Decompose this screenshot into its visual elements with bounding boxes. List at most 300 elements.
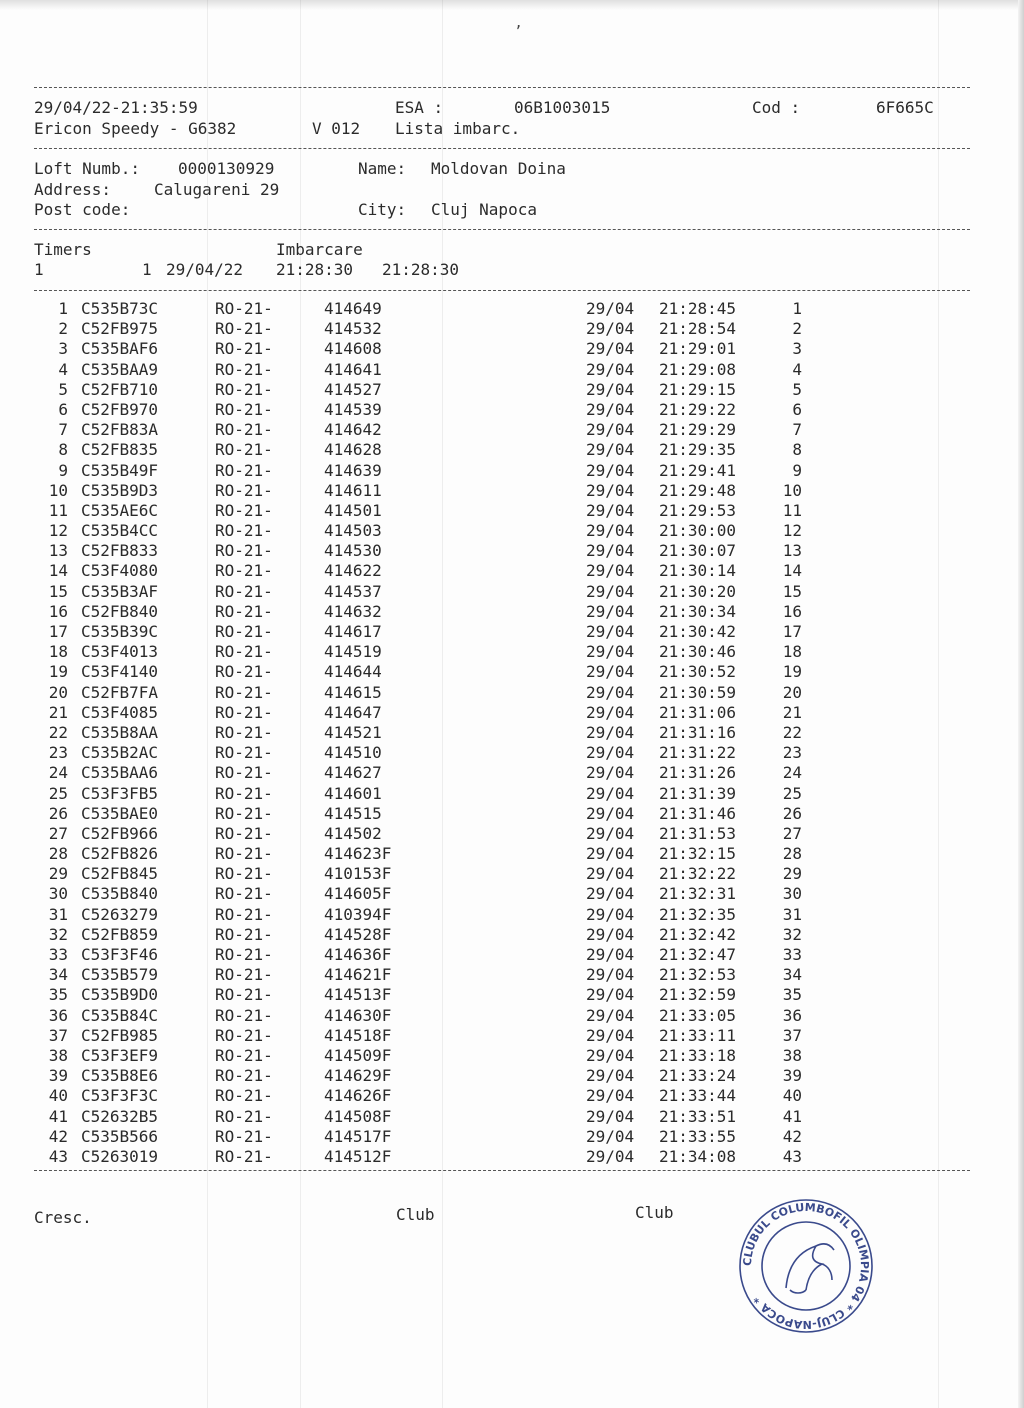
entry-ring-number: 414530 bbox=[324, 541, 382, 561]
entry-country-code: RO-21- bbox=[215, 359, 273, 379]
entry-position: 38 bbox=[782, 1045, 802, 1065]
entry-time: 21:31:46 bbox=[659, 803, 737, 823]
timer-time-start: 21:28:30 bbox=[276, 260, 354, 279]
entry-time: 21:29:41 bbox=[659, 460, 737, 480]
entry-chip-id: C52FB966 bbox=[81, 823, 159, 843]
table-row bbox=[0, 884, 1024, 904]
entry-country-code: RO-21- bbox=[215, 299, 273, 318]
entry-number: 23 bbox=[48, 743, 68, 763]
table-row bbox=[0, 1066, 1024, 1086]
entry-ring-number: 414527 bbox=[324, 379, 382, 399]
timers-label: Timers bbox=[34, 240, 92, 259]
entry-chip-id: C535BAE0 bbox=[81, 803, 159, 823]
entry-ring-number: 414615 bbox=[324, 682, 382, 702]
entry-number: 18 bbox=[48, 642, 68, 662]
entry-chip-id: C535B840 bbox=[81, 884, 159, 904]
entry-ring-number: 414622 bbox=[324, 561, 382, 581]
entry-time: 21:31:39 bbox=[659, 783, 737, 803]
entry-chip-id: C535B566 bbox=[81, 1126, 159, 1146]
entry-position: 24 bbox=[782, 763, 802, 783]
entry-time: 21:28:54 bbox=[659, 319, 737, 339]
entry-time: 21:32:59 bbox=[659, 985, 737, 1005]
entry-chip-id: C535B8E6 bbox=[81, 1066, 159, 1086]
entry-country-code: RO-21- bbox=[215, 1066, 273, 1086]
entry-number: 31 bbox=[48, 904, 68, 924]
entry-ring-number: 410153F bbox=[324, 864, 392, 884]
table-row bbox=[0, 319, 1024, 339]
entry-number: 16 bbox=[48, 601, 68, 621]
stray-mark: ’ bbox=[514, 24, 523, 40]
stamp-lettering: CLUBUL COLUMBOFIL OLIMPIA 04 * CLUJ-NAPOCA * bbox=[740, 1200, 872, 1332]
entry-number: 11 bbox=[48, 500, 68, 520]
entry-chip-id: C535B3AF bbox=[81, 581, 159, 601]
entry-time: 21:30:34 bbox=[659, 601, 737, 621]
entry-chip-id: C535B39C bbox=[81, 622, 159, 641]
entry-ring-number: 414601 bbox=[324, 783, 382, 803]
entry-position: 22 bbox=[782, 722, 802, 742]
entry-number: 10 bbox=[48, 480, 68, 500]
table-row bbox=[0, 420, 1024, 440]
entry-ring-number: 414628 bbox=[324, 440, 382, 460]
entry-position: 40 bbox=[782, 1086, 802, 1106]
report-datetime: 29/04/22-21:35:59 bbox=[34, 98, 198, 117]
entry-position: 35 bbox=[782, 985, 802, 1005]
entry-country-code: RO-21- bbox=[215, 642, 273, 662]
entry-time: 21:32:31 bbox=[659, 884, 737, 904]
entry-number: 22 bbox=[48, 722, 68, 742]
entry-time: 21:33:18 bbox=[659, 1045, 737, 1065]
entry-country-code: RO-21- bbox=[215, 399, 273, 419]
entry-ring-number: 414627 bbox=[324, 763, 382, 783]
entry-chip-id: C52FB985 bbox=[81, 1025, 159, 1045]
entry-country-code: RO-21- bbox=[215, 682, 273, 702]
entry-date: 29/04 bbox=[586, 359, 635, 379]
entry-date: 29/04 bbox=[586, 924, 635, 944]
entry-ring-number: 410394F bbox=[324, 904, 392, 924]
entry-chip-id: C53F4080 bbox=[81, 561, 159, 581]
entry-date: 29/04 bbox=[586, 884, 635, 904]
entry-number: 21 bbox=[48, 702, 68, 722]
entry-number: 1 bbox=[58, 299, 68, 318]
entry-date: 29/04 bbox=[586, 319, 635, 339]
entry-chip-id: C535B73C bbox=[81, 299, 159, 318]
entry-ring-number: 414502 bbox=[324, 823, 382, 843]
entry-chip-id: C53F4085 bbox=[81, 702, 159, 722]
entry-ring-number: 414532 bbox=[324, 319, 382, 339]
entry-time: 21:32:35 bbox=[659, 904, 737, 924]
entry-chip-id: C535BAA6 bbox=[81, 763, 159, 783]
device-version: V 012 bbox=[312, 119, 361, 138]
entry-time: 21:28:45 bbox=[659, 299, 737, 318]
entry-time: 21:33:44 bbox=[659, 1086, 737, 1106]
stamp-outer-ring bbox=[740, 1200, 872, 1332]
entry-country-code: RO-21- bbox=[215, 662, 273, 682]
stamp-inner-ring bbox=[762, 1222, 850, 1310]
entry-date: 29/04 bbox=[586, 763, 635, 783]
entry-date: 29/04 bbox=[586, 581, 635, 601]
entry-date: 29/04 bbox=[586, 803, 635, 823]
entry-position: 33 bbox=[782, 945, 802, 964]
table-row bbox=[0, 501, 1024, 521]
entry-date: 29/04 bbox=[586, 440, 635, 460]
entry-country-code: RO-21- bbox=[215, 1086, 273, 1106]
cod-value: 6F665C bbox=[876, 98, 934, 117]
postcode-label: Post code: bbox=[34, 200, 131, 219]
entry-time: 21:30:00 bbox=[659, 521, 737, 541]
entry-ring-number: 414503 bbox=[324, 521, 382, 541]
entry-number: 35 bbox=[48, 985, 68, 1005]
entry-date: 29/04 bbox=[586, 480, 635, 500]
entry-number: 25 bbox=[48, 783, 68, 803]
entry-number: 28 bbox=[48, 844, 68, 864]
entry-ring-number: 414539 bbox=[324, 399, 382, 419]
list-title: Lista imbarc. bbox=[395, 119, 521, 138]
table-row bbox=[0, 763, 1024, 783]
entry-ring-number: 414644 bbox=[324, 662, 382, 682]
entry-time: 21:29:29 bbox=[659, 420, 737, 440]
entry-time: 21:29:53 bbox=[659, 500, 737, 520]
entry-position: 37 bbox=[782, 1025, 802, 1045]
entry-date: 29/04 bbox=[586, 1146, 635, 1166]
cod-label: Cod : bbox=[752, 98, 801, 117]
entry-ring-number: 414617 bbox=[324, 622, 382, 641]
entry-position: 28 bbox=[782, 844, 802, 864]
entry-ring-number: 414636F bbox=[324, 945, 392, 964]
entry-position: 23 bbox=[782, 743, 802, 763]
entry-number: 5 bbox=[58, 379, 68, 399]
entry-position: 11 bbox=[782, 500, 802, 520]
table-row bbox=[0, 864, 1024, 884]
entry-ring-number: 414513F bbox=[324, 985, 392, 1005]
table-row bbox=[0, 824, 1024, 844]
entry-number: 39 bbox=[48, 1066, 68, 1086]
entry-number: 13 bbox=[48, 541, 68, 561]
entry-position: 27 bbox=[782, 823, 802, 843]
entry-time: 21:33:11 bbox=[659, 1025, 737, 1045]
pigeon-emblem bbox=[786, 1246, 822, 1290]
entry-ring-number: 414510 bbox=[324, 743, 382, 763]
entry-chip-id: C5263279 bbox=[81, 904, 159, 924]
table-row bbox=[0, 521, 1024, 541]
entry-time: 21:29:48 bbox=[659, 480, 737, 500]
entry-date: 29/04 bbox=[586, 945, 635, 964]
esa-value: 06B1003015 bbox=[514, 98, 611, 117]
entry-time: 21:31:22 bbox=[659, 743, 737, 763]
entry-chip-id: C52FB83A bbox=[81, 420, 159, 440]
separator-line bbox=[34, 87, 970, 88]
table-row bbox=[0, 602, 1024, 622]
table-row bbox=[0, 905, 1024, 925]
table-row bbox=[0, 541, 1024, 561]
entry-date: 29/04 bbox=[586, 965, 635, 985]
entry-ring-number: 414501 bbox=[324, 500, 382, 520]
entry-number: 38 bbox=[48, 1045, 68, 1065]
entry-date: 29/04 bbox=[586, 642, 635, 662]
city-label: City: bbox=[358, 200, 407, 219]
entry-number: 3 bbox=[58, 339, 68, 359]
entry-date: 29/04 bbox=[586, 823, 635, 843]
entry-date: 29/04 bbox=[586, 844, 635, 864]
entry-position: 20 bbox=[782, 682, 802, 702]
club-signature-label: Club bbox=[396, 1205, 435, 1224]
entry-date: 29/04 bbox=[586, 541, 635, 561]
entry-date: 29/04 bbox=[586, 985, 635, 1005]
entry-time: 21:30:14 bbox=[659, 561, 737, 581]
entry-date: 29/04 bbox=[586, 1066, 635, 1086]
table-row bbox=[0, 925, 1024, 945]
entry-chip-id: C535B49F bbox=[81, 460, 159, 480]
entry-time: 21:33:51 bbox=[659, 1106, 737, 1126]
entry-number: 24 bbox=[48, 763, 68, 783]
entry-position: 3 bbox=[792, 339, 802, 359]
entry-position: 9 bbox=[792, 460, 802, 480]
table-row bbox=[0, 481, 1024, 501]
entry-time: 21:32:42 bbox=[659, 924, 737, 944]
entry-country-code: RO-21- bbox=[215, 521, 273, 541]
entry-position: 39 bbox=[782, 1066, 802, 1086]
entry-date: 29/04 bbox=[586, 1106, 635, 1126]
breeder-signature-label: Cresc. bbox=[34, 1208, 92, 1227]
entry-ring-number: 414639 bbox=[324, 460, 382, 480]
entry-position: 36 bbox=[782, 1005, 802, 1025]
table-row bbox=[0, 400, 1024, 420]
table-row bbox=[0, 440, 1024, 460]
entry-time: 21:32:22 bbox=[659, 864, 737, 884]
separator-line bbox=[34, 290, 970, 291]
entry-ring-number: 414641 bbox=[324, 359, 382, 379]
entry-date: 29/04 bbox=[586, 1025, 635, 1045]
entry-position: 43 bbox=[782, 1146, 802, 1166]
entry-chip-id: C535B9D0 bbox=[81, 985, 159, 1005]
name-label: Name: bbox=[358, 159, 407, 178]
entry-country-code: RO-21- bbox=[215, 924, 273, 944]
entry-ring-number: 414649 bbox=[324, 299, 382, 318]
entry-position: 17 bbox=[782, 622, 802, 641]
entry-position: 4 bbox=[792, 359, 802, 379]
entry-chip-id: C53F4013 bbox=[81, 642, 159, 662]
entry-chip-id: C52FB833 bbox=[81, 541, 159, 561]
entry-time: 21:29:15 bbox=[659, 379, 737, 399]
table-row bbox=[0, 1127, 1024, 1147]
entry-chip-id: C5263019 bbox=[81, 1146, 159, 1166]
table-row bbox=[0, 703, 1024, 723]
entry-country-code: RO-21- bbox=[215, 339, 273, 359]
entry-chip-id: C52FB835 bbox=[81, 440, 159, 460]
entry-ring-number: 414621F bbox=[324, 965, 392, 985]
table-row bbox=[0, 1006, 1024, 1026]
entry-ring-number: 414647 bbox=[324, 702, 382, 722]
entry-date: 29/04 bbox=[586, 702, 635, 722]
entry-chip-id: C52FB826 bbox=[81, 844, 159, 864]
table-row bbox=[0, 360, 1024, 380]
name-value: Moldovan Doina bbox=[431, 159, 566, 178]
table-row bbox=[0, 723, 1024, 743]
entry-ring-number: 414632 bbox=[324, 601, 382, 621]
entry-country-code: RO-21- bbox=[215, 884, 273, 904]
entry-date: 29/04 bbox=[586, 864, 635, 884]
entry-number: 27 bbox=[48, 823, 68, 843]
entry-ring-number: 414528F bbox=[324, 924, 392, 944]
entry-ring-number: 414629F bbox=[324, 1066, 392, 1086]
entry-position: 26 bbox=[782, 803, 802, 823]
entry-chip-id: C535B84C bbox=[81, 1005, 159, 1025]
device-name: Ericon Speedy - G6382 bbox=[34, 119, 237, 138]
entry-time: 21:33:55 bbox=[659, 1126, 737, 1146]
entry-position: 42 bbox=[782, 1126, 802, 1146]
entry-date: 29/04 bbox=[586, 722, 635, 742]
entry-country-code: RO-21- bbox=[215, 601, 273, 621]
entry-number: 40 bbox=[48, 1086, 68, 1106]
entry-chip-id: C52FB845 bbox=[81, 864, 159, 884]
entry-country-code: RO-21- bbox=[215, 480, 273, 500]
entry-date: 29/04 bbox=[586, 1005, 635, 1025]
entry-position: 8 bbox=[792, 440, 802, 460]
entry-date: 29/04 bbox=[586, 500, 635, 520]
entry-number: 17 bbox=[48, 622, 68, 641]
table-row bbox=[0, 844, 1024, 864]
table-row bbox=[0, 622, 1024, 642]
entry-chip-id: C535BAF6 bbox=[81, 339, 159, 359]
entry-number: 2 bbox=[58, 319, 68, 339]
table-row bbox=[0, 561, 1024, 581]
entry-ring-number: 414608 bbox=[324, 339, 382, 359]
entry-time: 21:30:20 bbox=[659, 581, 737, 601]
entry-date: 29/04 bbox=[586, 904, 635, 924]
entry-date: 29/04 bbox=[586, 1126, 635, 1146]
entry-date: 29/04 bbox=[586, 662, 635, 682]
entry-number: 36 bbox=[48, 1005, 68, 1025]
entry-position: 14 bbox=[782, 561, 802, 581]
table-row bbox=[0, 784, 1024, 804]
entry-date: 29/04 bbox=[586, 601, 635, 621]
entry-position: 31 bbox=[782, 904, 802, 924]
separator-line bbox=[34, 229, 970, 230]
loft-value: 0000130929 bbox=[178, 159, 275, 178]
entry-number: 29 bbox=[48, 864, 68, 884]
table-row bbox=[0, 1107, 1024, 1127]
entry-position: 29 bbox=[782, 864, 802, 884]
entry-time: 21:29:35 bbox=[659, 440, 737, 460]
address-value: Calugareni 29 bbox=[154, 180, 280, 199]
entry-ring-number: 414509F bbox=[324, 1045, 392, 1065]
entry-number: 19 bbox=[48, 662, 68, 682]
entry-country-code: RO-21- bbox=[215, 864, 273, 884]
entry-position: 6 bbox=[792, 399, 802, 419]
entry-country-code: RO-21- bbox=[215, 722, 273, 742]
entry-number: 32 bbox=[48, 924, 68, 944]
entry-country-code: RO-21- bbox=[215, 1126, 273, 1146]
entry-time: 21:30:52 bbox=[659, 662, 737, 682]
entry-date: 29/04 bbox=[586, 460, 635, 480]
entry-number: 42 bbox=[48, 1126, 68, 1146]
entry-chip-id: C53F3F3C bbox=[81, 1086, 159, 1106]
table-row bbox=[0, 945, 1024, 965]
entry-chip-id: C53F3FB5 bbox=[81, 783, 159, 803]
entry-country-code: RO-21- bbox=[215, 844, 273, 864]
entry-country-code: RO-21- bbox=[215, 803, 273, 823]
entry-time: 21:30:59 bbox=[659, 682, 737, 702]
entry-position: 18 bbox=[782, 642, 802, 662]
entry-chip-id: C53F3F46 bbox=[81, 945, 159, 964]
entry-country-code: RO-21- bbox=[215, 763, 273, 783]
entry-position: 10 bbox=[782, 480, 802, 500]
entry-number: 8 bbox=[58, 440, 68, 460]
entry-ring-number: 414508F bbox=[324, 1106, 392, 1126]
entry-ring-number: 414512F bbox=[324, 1146, 392, 1166]
entry-number: 30 bbox=[48, 884, 68, 904]
timer-count: 1 bbox=[142, 260, 152, 279]
entry-ring-number: 414642 bbox=[324, 420, 382, 440]
entry-ring-number: 414611 bbox=[324, 480, 382, 500]
entry-country-code: RO-21- bbox=[215, 460, 273, 480]
entry-chip-id: C53F3EF9 bbox=[81, 1045, 159, 1065]
entry-chip-id: C535B8AA bbox=[81, 722, 159, 742]
entry-chip-id: C535B9D3 bbox=[81, 480, 159, 500]
entry-country-code: RO-21- bbox=[215, 823, 273, 843]
entry-number: 41 bbox=[48, 1106, 68, 1126]
embark-label: Imbarcare bbox=[276, 240, 363, 259]
entry-ring-number: 414623F bbox=[324, 844, 392, 864]
entry-position: 12 bbox=[782, 521, 802, 541]
entry-date: 29/04 bbox=[586, 743, 635, 763]
entry-country-code: RO-21- bbox=[215, 541, 273, 561]
entry-chip-id: C535B2AC bbox=[81, 743, 159, 763]
entry-position: 34 bbox=[782, 965, 802, 985]
entry-position: 30 bbox=[782, 884, 802, 904]
entry-time: 21:29:22 bbox=[659, 399, 737, 419]
entry-date: 29/04 bbox=[586, 622, 635, 641]
table-row bbox=[0, 299, 1024, 319]
entry-time: 21:30:46 bbox=[659, 642, 737, 662]
embark-table bbox=[0, 299, 1024, 1167]
table-row bbox=[0, 1046, 1024, 1066]
entry-time: 21:30:42 bbox=[659, 622, 737, 641]
entry-time: 21:33:24 bbox=[659, 1066, 737, 1086]
entry-ring-number: 414605F bbox=[324, 884, 392, 904]
entry-country-code: RO-21- bbox=[215, 622, 273, 641]
entry-date: 29/04 bbox=[586, 399, 635, 419]
entry-chip-id: C52FB859 bbox=[81, 924, 159, 944]
entry-position: 19 bbox=[782, 662, 802, 682]
entry-country-code: RO-21- bbox=[215, 379, 273, 399]
entry-ring-number: 414521 bbox=[324, 722, 382, 742]
entry-ring-number: 414519 bbox=[324, 642, 382, 662]
entry-ring-number: 414518F bbox=[324, 1025, 392, 1045]
entry-number: 34 bbox=[48, 965, 68, 985]
entry-position: 16 bbox=[782, 601, 802, 621]
entry-chip-id: C535B4CC bbox=[81, 521, 159, 541]
table-row bbox=[0, 985, 1024, 1005]
table-row bbox=[0, 804, 1024, 824]
entry-position: 21 bbox=[782, 702, 802, 722]
esa-label: ESA : bbox=[395, 98, 444, 117]
club-signature-label-2: Club bbox=[635, 1203, 674, 1222]
entry-country-code: RO-21- bbox=[215, 561, 273, 581]
entry-date: 29/04 bbox=[586, 521, 635, 541]
entry-country-code: RO-21- bbox=[215, 319, 273, 339]
entry-country-code: RO-21- bbox=[215, 440, 273, 460]
entry-position: 5 bbox=[792, 379, 802, 399]
entry-country-code: RO-21- bbox=[215, 1025, 273, 1045]
entry-chip-id: C52FB840 bbox=[81, 601, 159, 621]
entry-number: 4 bbox=[58, 359, 68, 379]
entry-time: 21:32:53 bbox=[659, 965, 737, 985]
entry-chip-id: C535B579 bbox=[81, 965, 159, 985]
entry-date: 29/04 bbox=[586, 339, 635, 359]
table-row bbox=[0, 662, 1024, 682]
table-row bbox=[0, 339, 1024, 359]
table-row bbox=[0, 1147, 1024, 1167]
